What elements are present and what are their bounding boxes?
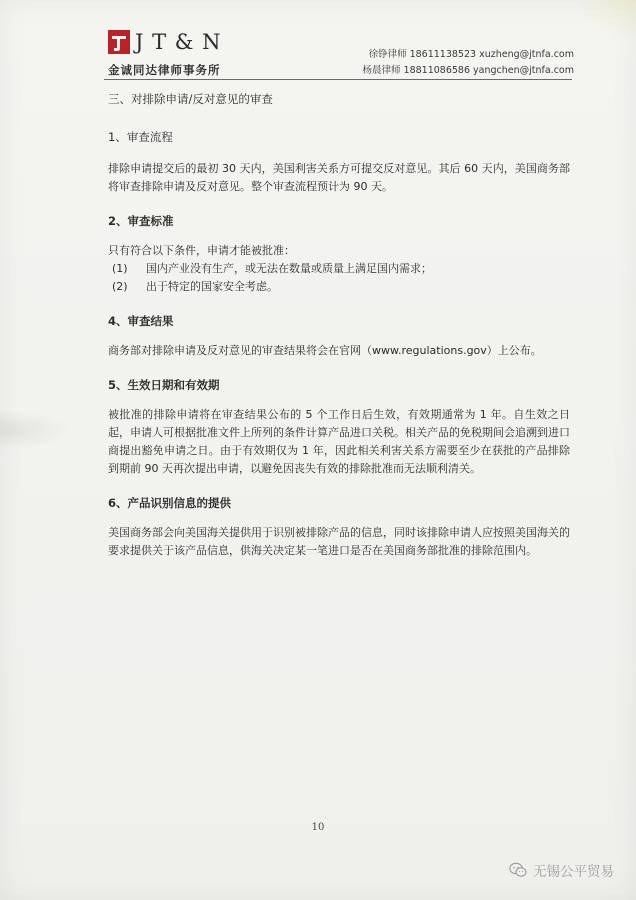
section-1-heading: 1、审查流程 [108,130,173,144]
firm-name: 金诚同达律师事务所 [108,63,221,77]
header-rule [104,79,572,80]
scan-corner-tint [576,0,636,40]
firm-logo [108,28,222,58]
list-text: 国内产业没有生产，或无法在数量或质量上满足国内需求； [146,262,432,275]
list-number: (2) [112,280,128,293]
list-text: 出于特定的国家安全考虑。 [146,280,278,293]
list-item [108,278,570,296]
scan-smudge [0,410,70,450]
wechat-icon [509,862,527,878]
main-heading: 三、对排除申请/反对意见的审查 [108,92,273,106]
section-5-heading: 5、生效日期和有效期 [108,378,220,392]
section-5-body: 被批准的排除申请将在审查结果公布的 5 个工作日后生效，有效期通常为 1 年。自生效之日起，申请人可根据批准文件上所列的条件计算产品进口关税。相关产品的免税期间会追溯到进口商提出豁免申请之日。由于有效期仅为 1 年，因此相关利害关系方需要至少在获批的产品排除到期前 90 天再次提出申请，以避免因丧失有效的排除批准而无法顺利清关。 [108,408,570,475]
logo-text: J T & N [135,30,222,54]
section-4-body: 商务部对排除申请及反对意见的审查结果将会在官网（www.regulations.gov）上公布。 [108,344,542,357]
list-number: (1) [112,262,128,275]
contact-block [363,47,575,79]
contact-line: 徐铮律师 18611138523 xuzheng@jtnfa.com [368,49,574,60]
section-4-heading: 4、审查结果 [108,314,174,328]
section-2-intro: 只有符合以下条件，申请才能被批准： [108,244,295,257]
logo-mark-icon [108,30,130,54]
document-body [108,90,570,560]
list-item [108,260,570,278]
section-6-body: 美国商务部会向美国海关提供用于识别被排除产品的信息，同时该排除申请人应按照美国海关的要求提供关于该产品信息，供海关决定某一笔进口是否在美国商务部批准的排除范围内。 [108,526,570,557]
section-6-heading: 6、产品识别信息的提供 [108,496,232,510]
watermark-text: 无锡公平贸易 [533,864,614,880]
page-number: 10 [311,822,325,833]
section-1-body: 排除申请提交后的最初 30 天内，美国利害关系方可提交反对意见。其后 60 天内，美国商务部将审查排除申请及反对意见。整个审查流程预计为 90 天。 [108,162,570,193]
contact-line: 杨晨律师 18811086586 yangchen@jtnfa.com [362,65,574,76]
watermark [509,860,614,880]
section-2-heading: 2、审查标准 [108,214,174,228]
